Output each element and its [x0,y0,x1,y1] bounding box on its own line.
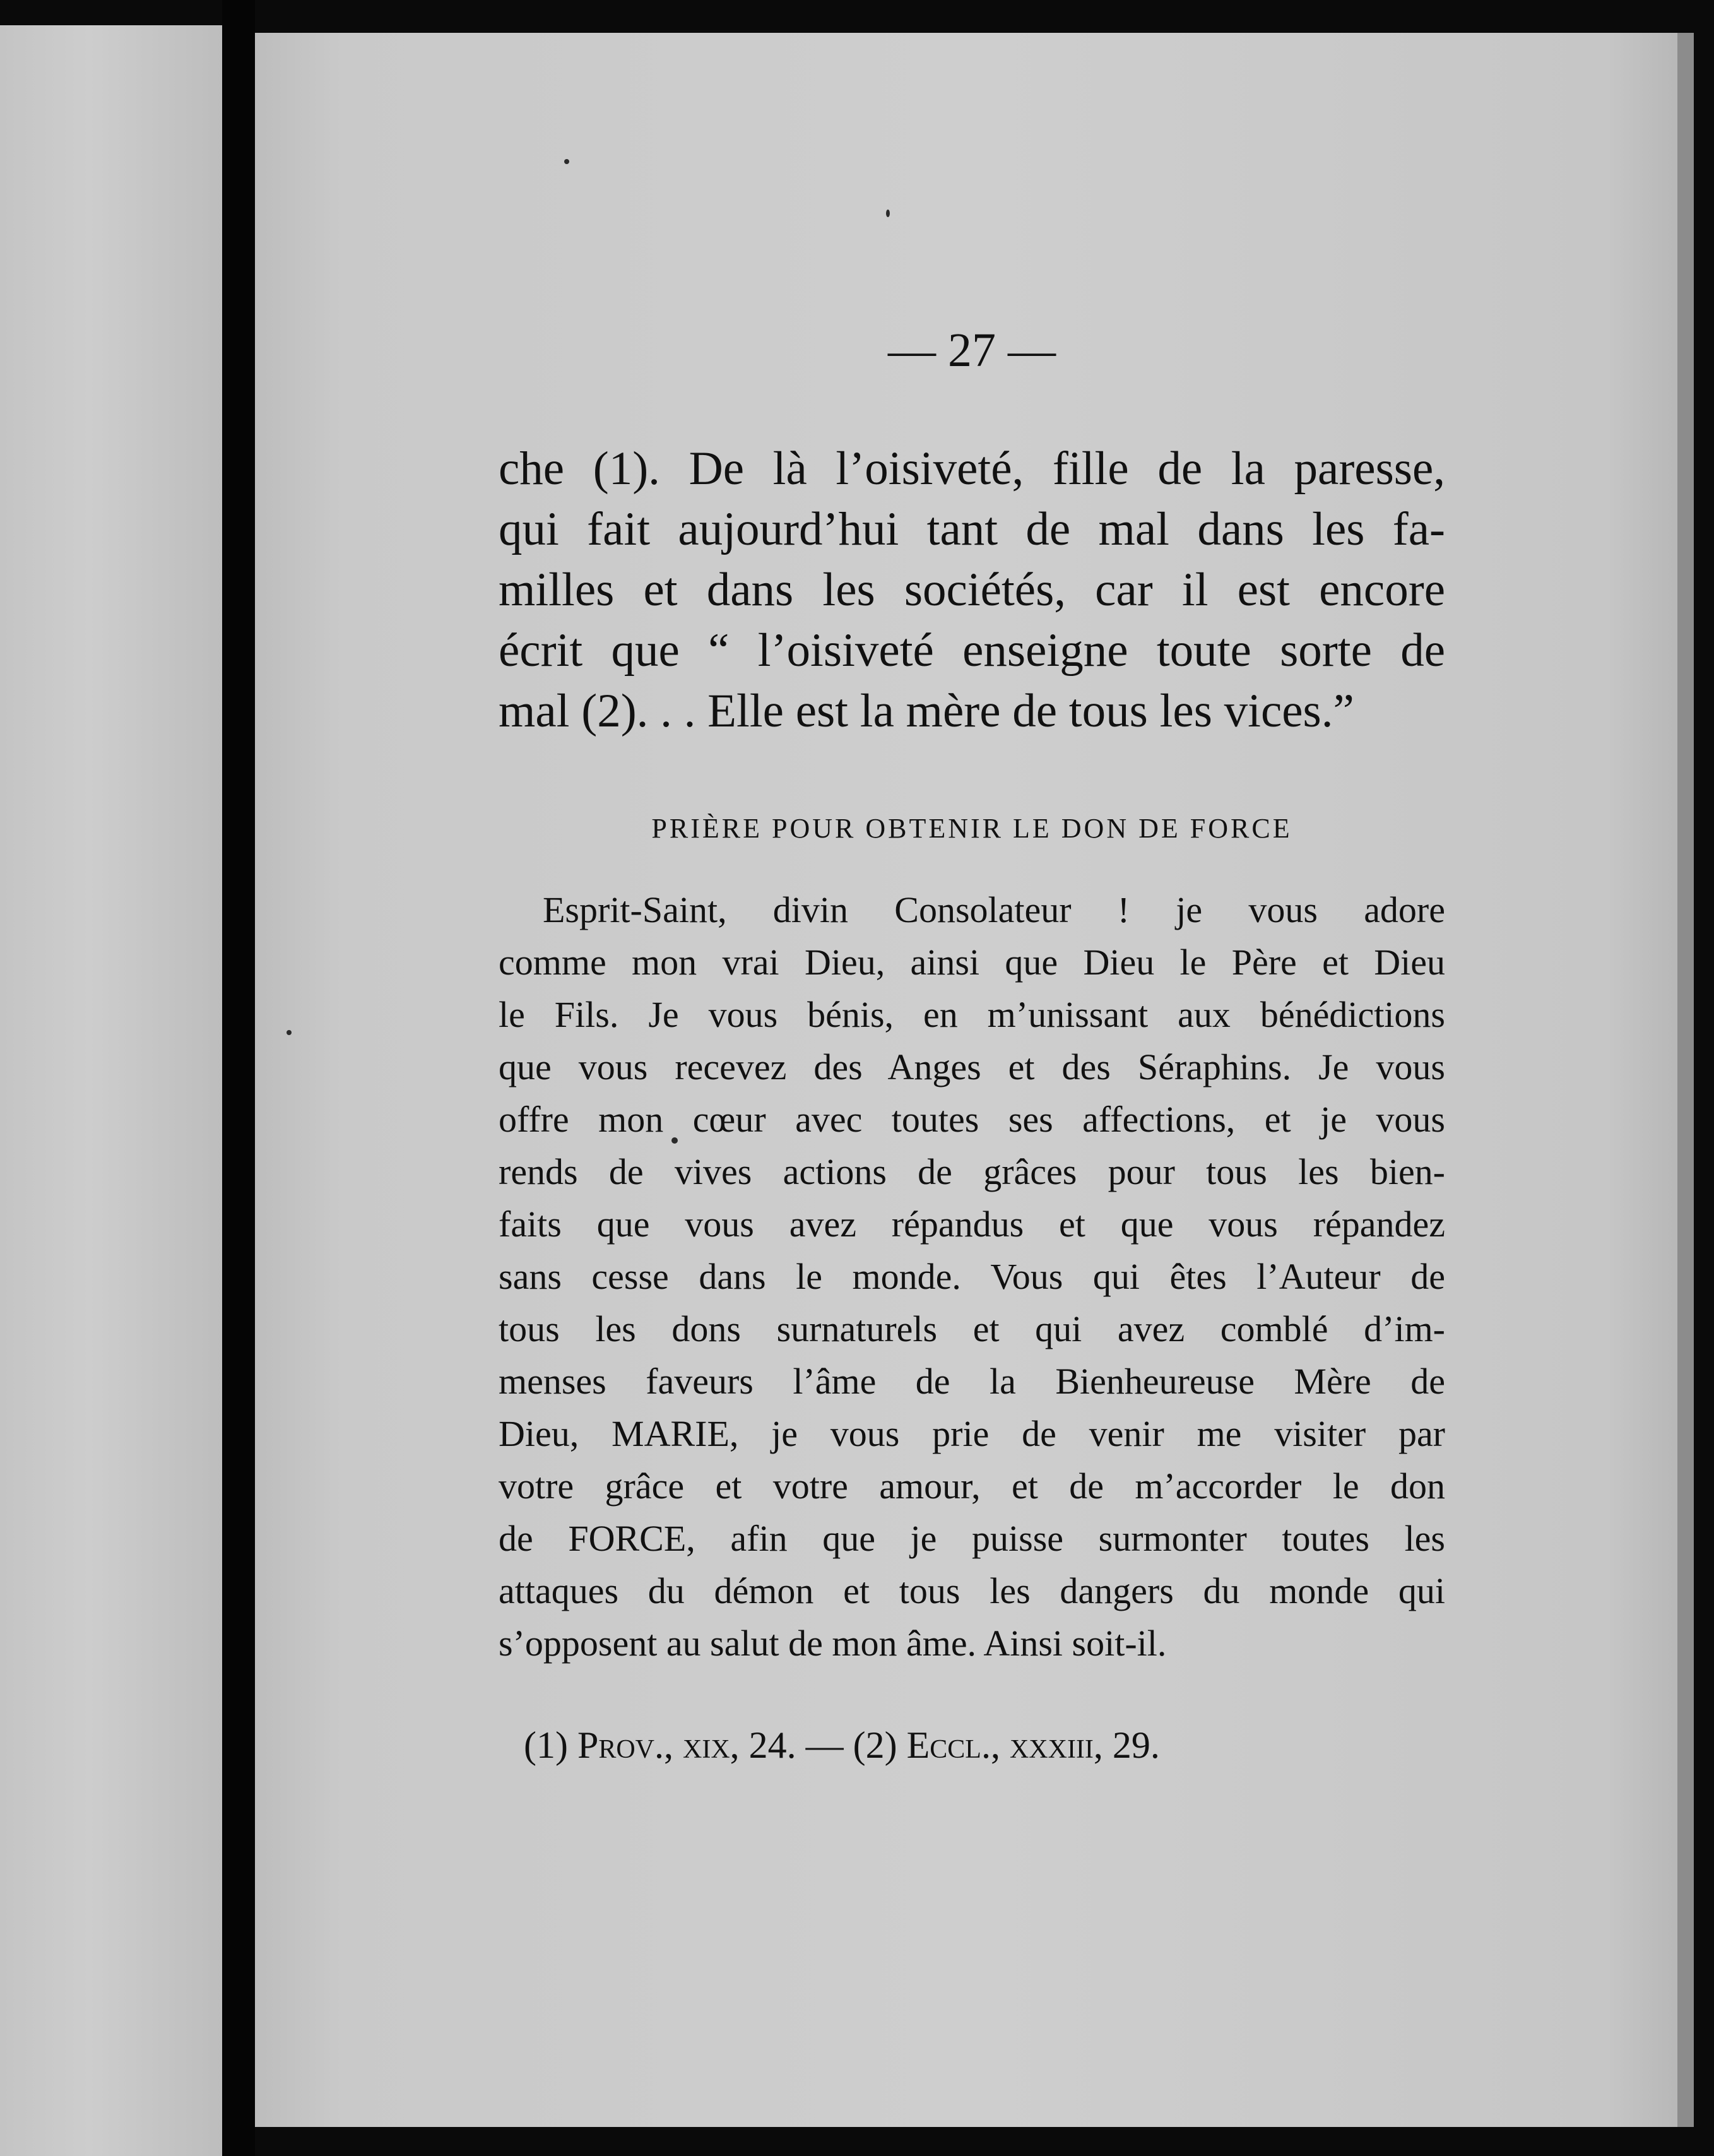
text-line: rends de vives actions de grâces pour tous les bien- [499,1151,1445,1192]
page-edge [1677,33,1694,2127]
paper-speck [287,1030,292,1035]
left-page-margin [0,25,222,2156]
text-line: écrit que “ l’oisiveté enseigne toute sorte de [499,624,1445,677]
text-line: comme mon vrai Dieu, ainsi que Dieu le Père et Dieu [499,942,1445,983]
paper-speck [564,159,569,164]
text-line: mal (2). . . Elle est la mère de tous les vices.” [499,685,1354,737]
text-line: Esprit-Saint, divin Consolateur ! je vous adore [543,889,1445,930]
paper-speck [886,210,890,217]
page-number: — 27 — [888,324,1056,377]
text-line: faits que vous avez répandus et que vous répandez [499,1204,1445,1245]
text-line: menses faveurs l’âme de la Bienheureuse Mère de [499,1361,1445,1402]
prayer-paragraph [499,884,1445,1669]
text-line: offre mon cœur avec toutes ses affections, et je vous [499,1099,1445,1140]
text-line: Dieu, MARIE, je vous prie de venir me visiter par [499,1413,1445,1454]
book-gutter [222,0,255,2156]
text-line: tous les dons surnaturels et qui avez comblé d’im- [499,1308,1445,1349]
section-heading: PRIÈRE POUR OBTENIR LE DON DE FORCE [651,813,1292,844]
intro-paragraph [499,439,1445,742]
text-line: votre grâce et votre amour, et de m’accorder le don [499,1466,1445,1507]
footnote: (1) Prov., xix, 24. — (2) Eccl., xxxiii, 29. [524,1724,1160,1766]
text-line: milles et dans les sociétés, car il est encore [499,564,1445,616]
text-line: le Fils. Je vous bénis, en m’unissant aux bénédictions [499,994,1445,1035]
text-line: attaques du démon et tous les dangers du monde qui [499,1570,1445,1611]
text-line: sans cesse dans le monde. Vous qui êtes l’Auteur de [499,1256,1445,1297]
text-line: que vous recevez des Anges et des Séraphins. Je vous [499,1046,1445,1087]
text-line: s’opposent au salut de mon âme. Ainsi soit-il. [499,1623,1167,1664]
text-line: che (1). De là l’oisiveté, fille de la paresse, [499,442,1445,495]
text-line: de FORCE, afin que je puisse surmonter toutes les [499,1518,1445,1559]
text-line: qui fait aujourd’hui tant de mal dans les fa- [499,503,1445,555]
